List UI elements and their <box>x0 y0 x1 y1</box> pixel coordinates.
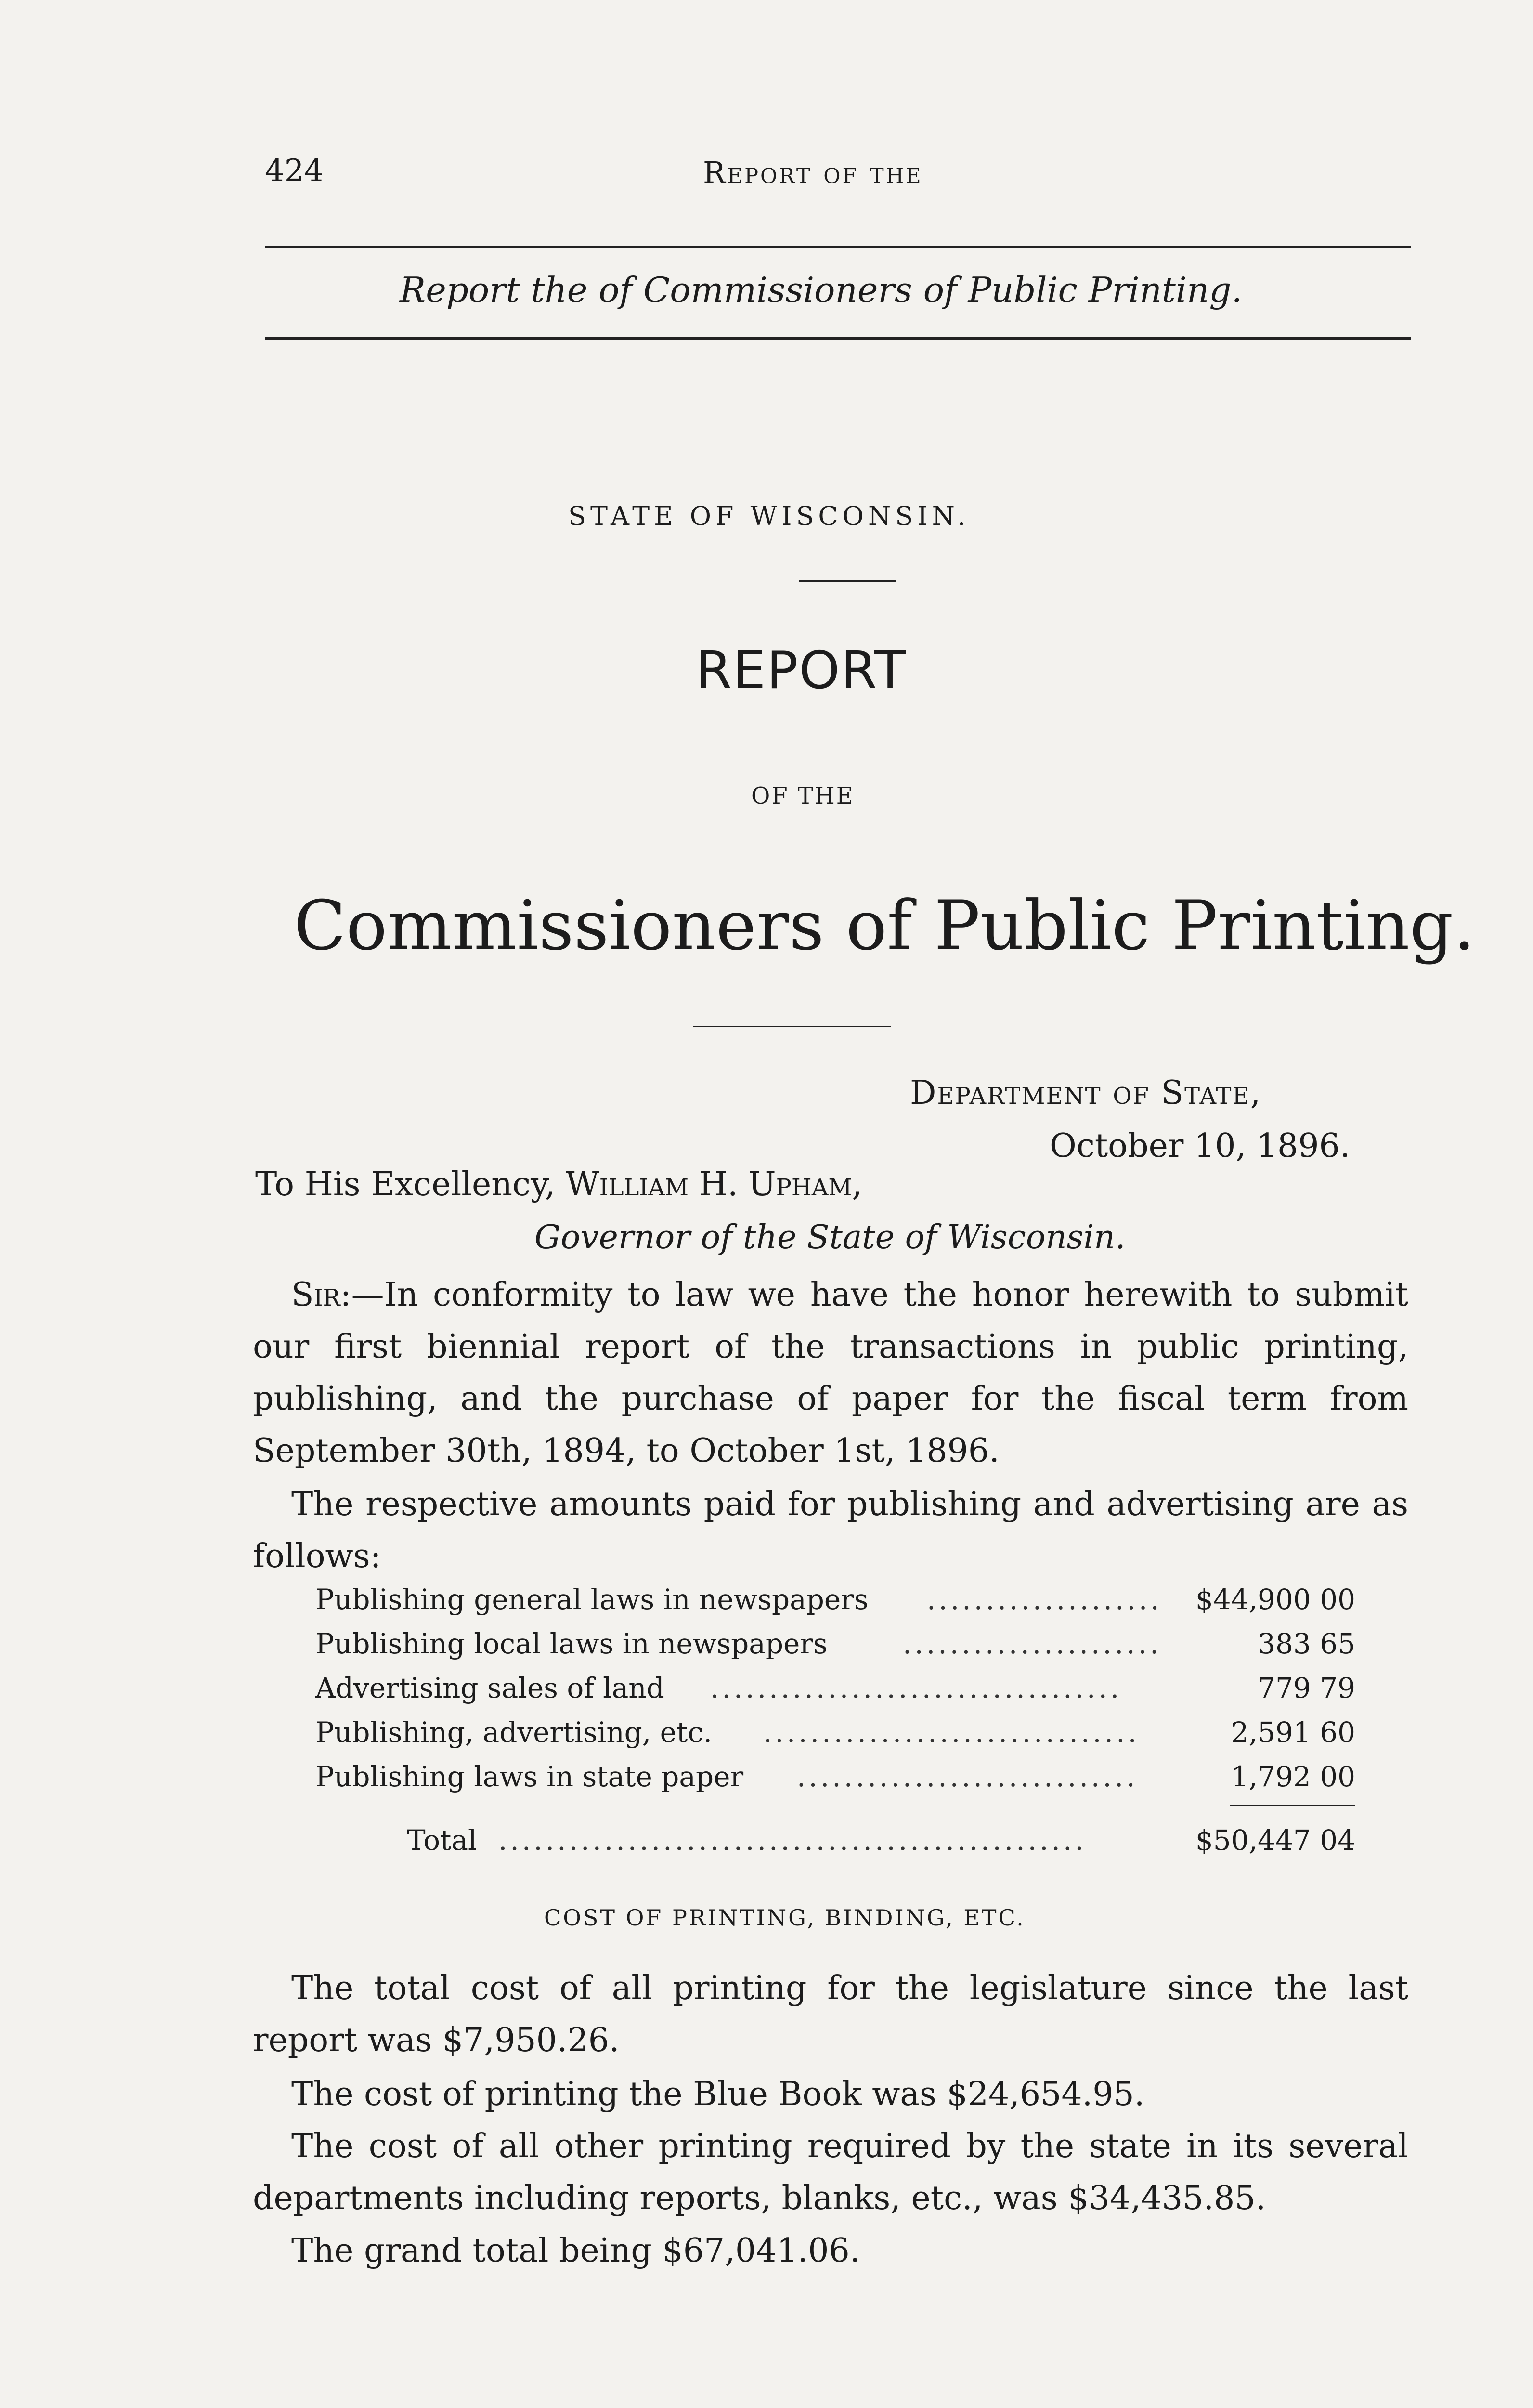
row-label: Publishing local laws in newspapers <box>315 1627 828 1660</box>
cost-paragraph-4 <box>253 2225 1408 2277</box>
short-divider-2 <box>693 1026 891 1027</box>
letter-paragraph-2 <box>253 1479 1408 1583</box>
running-subtitle: Report the of Commissioners of Public Printing. <box>400 270 1243 310</box>
document-title: Commissioners of Public Printing. <box>294 886 1475 966</box>
table-row <box>315 1622 1355 1666</box>
salutation: Sir: <box>291 1276 351 1314</box>
cost-paragraph-1 <box>253 1963 1408 2067</box>
short-divider-1 <box>799 580 896 582</box>
total-rule <box>1230 1805 1355 1806</box>
department-line: Department of State, <box>910 1074 1262 1112</box>
table-row <box>315 1710 1355 1754</box>
cost-paragraph-3-text: The cost of all other printing required by the state in its several departments including reports, blanks, etc., was $34,435.85. <box>253 2127 1408 2217</box>
header-rule-bottom <box>265 337 1411 340</box>
cost-paragraph-3 <box>253 2120 1408 2225</box>
row-amount: $44,900 00 <box>1195 1583 1355 1616</box>
row-label: Publishing general laws in newspapers <box>315 1583 869 1616</box>
cost-paragraph-4-text: The grand total being $67,041.06. <box>291 2232 860 2270</box>
addressee-line <box>255 1165 862 1204</box>
header-rule-top <box>265 246 1411 248</box>
total-label: Total <box>407 1824 477 1857</box>
report-title: REPORT <box>696 641 907 701</box>
table-row <box>315 1577 1355 1622</box>
paragraph-2-text: The respective amounts paid for publishing and advertising are as follows: <box>253 1485 1408 1575</box>
address-prefix: To His Excellency, <box>255 1165 566 1204</box>
total-amount: $50,447 04 <box>1195 1824 1355 1857</box>
running-head: Report of the <box>703 155 923 190</box>
table-row <box>315 1754 1355 1799</box>
page-number: 424 <box>265 153 324 189</box>
leader-dots: ................................... <box>710 1672 1122 1704</box>
row-amount: 1,792 00 <box>1231 1760 1355 1793</box>
leader-dots: ...................... <box>903 1627 1162 1660</box>
table-row <box>315 1666 1355 1710</box>
state-heading: STATE OF WISCONSIN. <box>568 501 970 531</box>
row-amount: 2,591 60 <box>1231 1716 1355 1749</box>
row-label: Publishing laws in state paper <box>315 1760 744 1793</box>
addressee-title: Governor of the State of Wisconsin. <box>534 1218 1126 1256</box>
row-amount: 779 79 <box>1258 1672 1355 1704</box>
cost-paragraph-2-text: The cost of printing the Blue Book was $24,654.95. <box>291 2075 1145 2113</box>
of-the-label: OF THE <box>751 783 855 810</box>
leader-dots: .................... <box>927 1583 1162 1616</box>
section-heading: COST OF PRINTING, BINDING, ETC. <box>544 1905 1026 1931</box>
payments-table <box>315 1577 1355 1862</box>
letter-paragraph-1 <box>253 1269 1408 1477</box>
letter-date: October 10, 1896. <box>1050 1127 1351 1165</box>
total-row <box>315 1818 1355 1862</box>
addressee-name: William H. Upham, <box>565 1165 863 1204</box>
row-amount: 383 65 <box>1258 1627 1355 1660</box>
leader-dots: .................................................. <box>498 1824 1087 1857</box>
cost-paragraph-2 <box>253 2068 1408 2120</box>
leader-dots: ............................. <box>797 1760 1138 1793</box>
row-label: Advertising sales of land <box>315 1672 664 1704</box>
paragraph-1-text: —In conformity to law we have the honor herewith to submit our first biennial report of the transactions in public printing, publishing, and the purchase of paper for the fiscal term from September 30th, 1894, to October 1st, 1896. <box>253 1276 1408 1470</box>
row-label: Publishing, advertising, etc. <box>315 1716 713 1749</box>
cost-paragraph-1-text: The total cost of all printing for the legislature since the last report was $7,950.26. <box>253 1969 1408 2059</box>
leader-dots: ................................ <box>763 1716 1140 1749</box>
